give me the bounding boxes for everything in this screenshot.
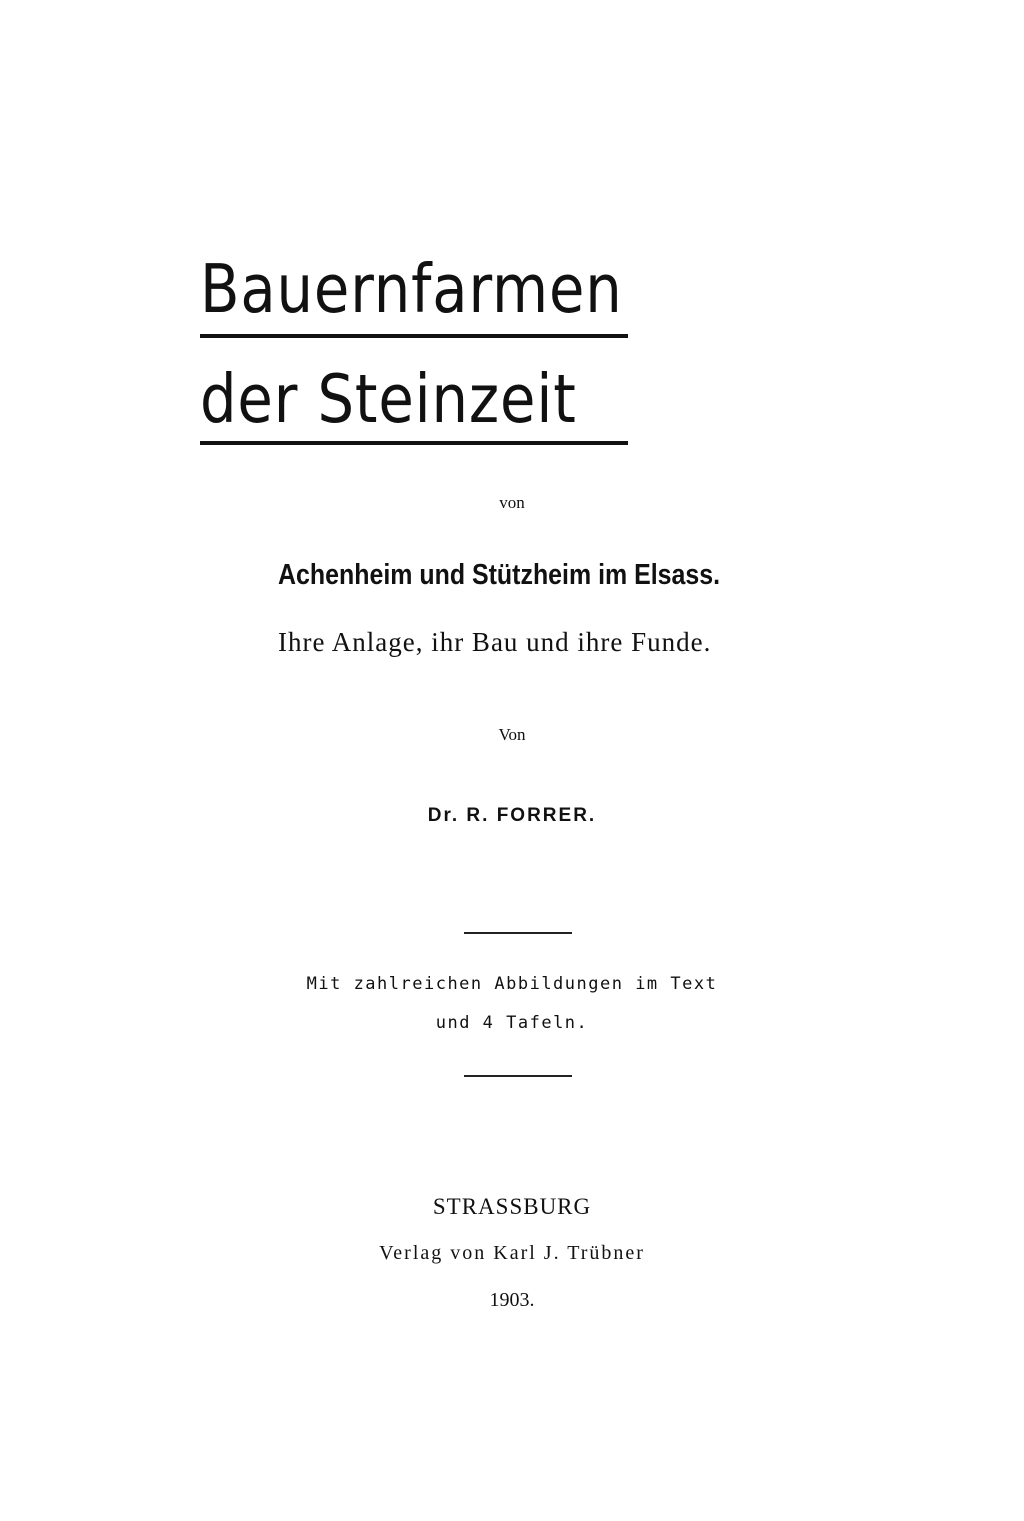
illustrations-line-2: und 4 Tafeln. xyxy=(435,1013,589,1033)
title-rule-1 xyxy=(200,334,628,338)
title-rule-2 xyxy=(200,441,628,445)
imprint-city: STRASSBURG xyxy=(432,1194,592,1219)
author-name: Dr. R. FORRER. xyxy=(427,805,597,826)
title-line-1: Bauernfarmen xyxy=(200,250,623,328)
divider-bottom xyxy=(464,1075,572,1077)
subtitle-places: Achenheim und Stützheim im Elsass. xyxy=(278,559,721,591)
imprint-publisher: Verlag von Karl J. Trübner xyxy=(379,1242,645,1264)
imprint-year: 1903. xyxy=(489,1289,535,1311)
title-line-2: der Steinzeit xyxy=(200,360,577,438)
von-uppercase: Von xyxy=(498,725,526,744)
divider-top xyxy=(464,932,572,934)
von-lowercase: von xyxy=(499,493,525,512)
subtitle-description: Ihre Anlage, ihr Bau und ihre Funde. xyxy=(278,627,712,657)
illustrations-line-1: Mit zahlreichen Abbildungen im Text xyxy=(306,974,718,994)
